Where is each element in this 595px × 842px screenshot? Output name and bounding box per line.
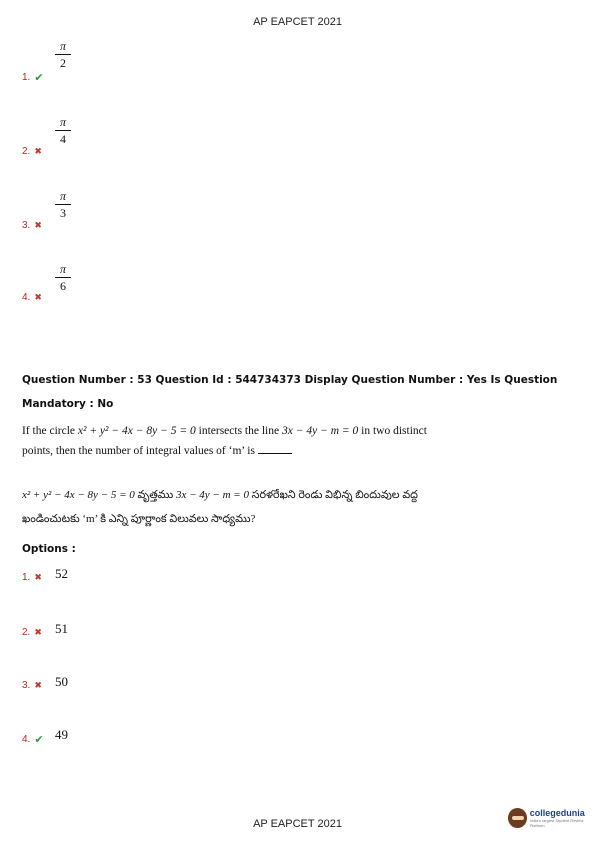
option-number: 4.	[22, 734, 31, 745]
check-icon: ✔	[34, 71, 44, 84]
prev-option-4[interactable]	[22, 292, 42, 303]
fraction-bar	[55, 277, 71, 278]
answer-blank	[258, 443, 292, 454]
question-header-line2: Mandatory : No	[22, 398, 114, 410]
prev-option-3-fraction	[55, 190, 71, 220]
question-english-line1	[22, 421, 582, 441]
numerator: π	[59, 189, 66, 203]
circle-equation: x² + y² − 4x − 8y − 5 = 0	[77, 425, 196, 437]
cross-icon: ✖	[34, 292, 42, 303]
denominator: 3	[60, 206, 66, 220]
question-text-english	[22, 421, 582, 461]
numerator: π	[59, 39, 66, 53]
cross-icon: ✖	[34, 146, 42, 157]
page-header: AP EAPCET 2021	[253, 16, 342, 28]
fraction-bar	[55, 54, 71, 55]
option-4-value: 49	[55, 727, 68, 742]
numerator: π	[59, 115, 66, 129]
fraction-bar	[55, 204, 71, 205]
text-segment: intersects the line	[195, 425, 282, 437]
check-icon: ✔	[34, 733, 44, 746]
cross-icon: ✖	[34, 680, 42, 691]
text-segment: points, then the number of integral values of ‘m’ is	[22, 445, 255, 457]
question-telugu-line1	[22, 483, 582, 507]
option-number: 3.	[22, 220, 31, 231]
prev-option-1-fraction	[55, 40, 71, 70]
cross-icon: ✖	[34, 220, 42, 231]
option-4[interactable]	[22, 733, 44, 746]
logo-text	[530, 808, 595, 828]
text-segment: in two distinct	[358, 425, 427, 437]
numerator: π	[59, 262, 66, 276]
option-number: 4.	[22, 292, 31, 303]
prev-option-3[interactable]	[22, 220, 42, 231]
option-number: 2.	[22, 146, 31, 157]
denominator: 6	[60, 279, 66, 293]
option-3[interactable]	[22, 680, 42, 691]
question-text-telugu	[22, 483, 582, 531]
text-segment: సరళరేఖని రెండు విభిన్న బిందువుల వద్ద	[248, 489, 418, 501]
denominator: 4	[60, 132, 66, 146]
logo-brand: collegedunia	[529, 808, 585, 818]
cross-icon: ✖	[34, 572, 42, 583]
question-english-line2	[22, 441, 582, 461]
text-segment: వృత్తము	[134, 489, 176, 501]
option-1-value: 52	[55, 566, 68, 581]
option-3-value: 50	[55, 674, 68, 689]
denominator: 2	[60, 56, 66, 70]
line-equation: 3x − 4y − m = 0	[175, 489, 249, 501]
prev-option-1[interactable]	[22, 71, 44, 84]
option-number: 2.	[22, 627, 31, 638]
option-number: 1.	[22, 572, 31, 583]
line-equation: 3x − 4y − m = 0	[281, 425, 359, 437]
option-1[interactable]	[22, 572, 42, 583]
collegedunia-logo	[508, 808, 595, 828]
option-2[interactable]	[22, 627, 42, 638]
option-2-value: 51	[55, 621, 68, 636]
prev-option-2-fraction	[55, 116, 71, 146]
mascot-icon	[508, 808, 527, 828]
logo-tagline: India's largest Student Review Platform	[529, 818, 584, 828]
option-number: 3.	[22, 680, 31, 691]
circle-equation: x² + y² − 4x − 8y − 5 = 0	[22, 489, 135, 501]
question-telugu-line2: ఖండించుటకు ‘m’ కి ఎన్ని పూర్ణాంక విలువలు సాధ్యము?	[22, 513, 256, 525]
question-header-line1: Question Number : 53 Question Id : 544734373 Display Question Number : Yes Is Question	[22, 374, 558, 386]
prev-option-2[interactable]	[22, 146, 42, 157]
option-number: 1.	[22, 72, 31, 83]
text-segment: If the circle	[22, 425, 78, 437]
page-footer: AP EAPCET 2021	[253, 818, 342, 830]
prev-option-4-fraction	[55, 263, 71, 293]
cross-icon: ✖	[34, 627, 42, 638]
fraction-bar	[55, 130, 71, 131]
options-label: Options :	[22, 543, 76, 555]
